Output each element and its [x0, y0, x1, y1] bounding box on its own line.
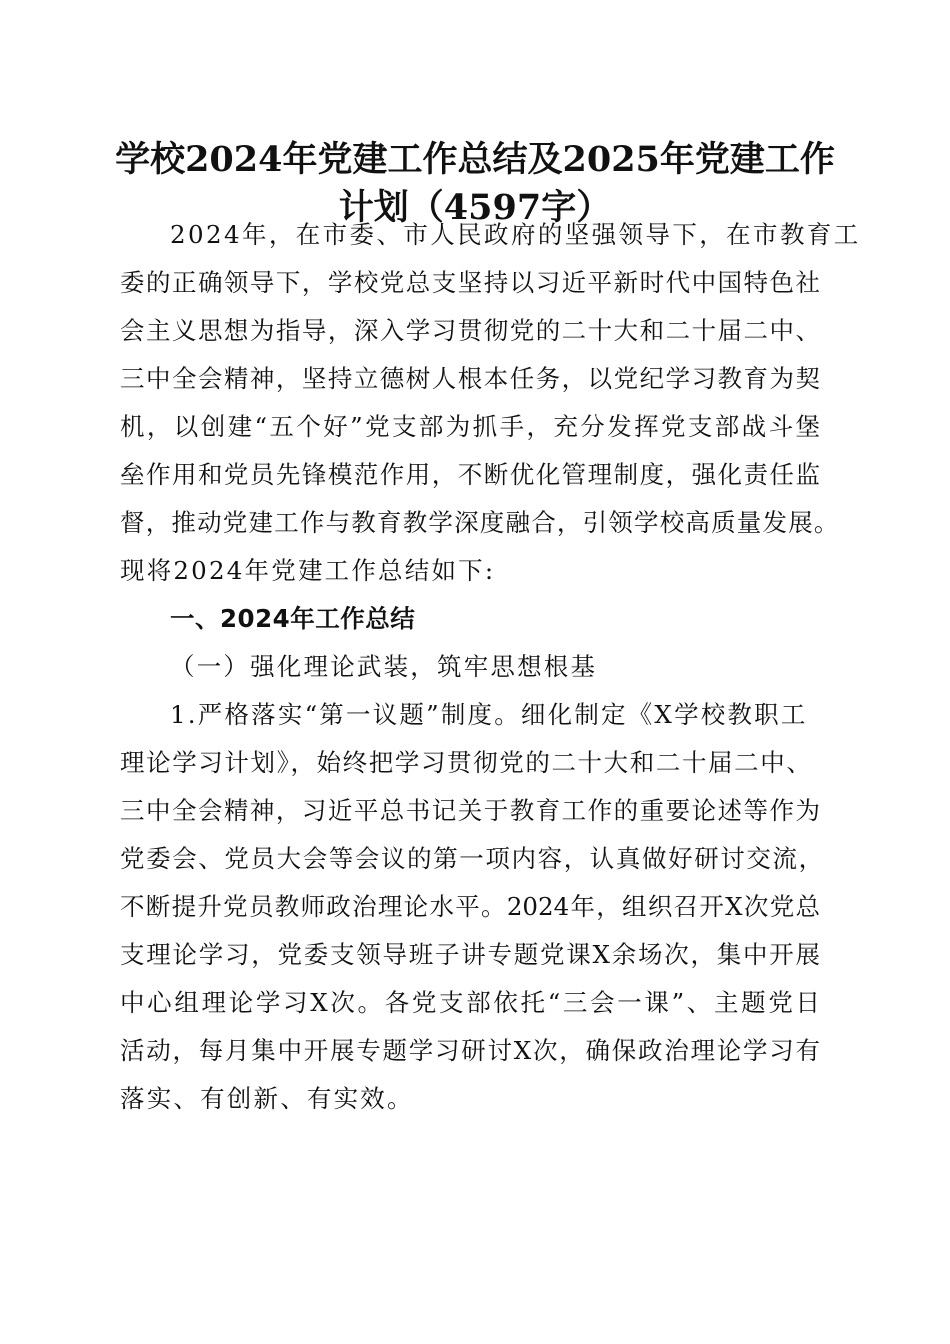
intro-line-7: 督，推动党建工作与教育教学深度融合，引领学校高质量发展。	[120, 508, 840, 537]
item1-line-1: 1.严格落实“第一议题”制度。细化制定《X学校教职工	[170, 700, 808, 729]
item1-line-4: 党委会、党员大会等会议的第一项内容，认真做好研讨交流，	[120, 844, 825, 873]
intro-line-4: 三中全会精神，坚持立德树人根本任务，以党纪学习教育为契	[120, 364, 820, 393]
intro-line-5: 机，以创建“五个好”党支部为抓手，充分发挥党支部战斗堡	[120, 412, 820, 441]
intro-line-3: 会主义思想为指导，深入学习贯彻党的二十大和二十届二中、	[120, 316, 820, 345]
item1-line-3: 三中全会精神，习近平总书记关于教育工作的重要论述等作为	[120, 796, 820, 825]
item1-line-6: 支理论学习，党委支领导班子讲专题党课X余场次，集中开展	[120, 940, 820, 969]
subsection-heading: （一）强化理论武装，筑牢思想根基	[170, 652, 598, 681]
item1-line-2: 理论学习计划》，始终把学习贯彻党的二十大和二十届二中、	[120, 748, 813, 777]
item1-line-8: 活动，每月集中开展专题学习研讨X次，确保政治理论学习有	[120, 1036, 820, 1065]
intro-line-6: 垒作用和党员先锋模范作用，不断优化管理制度，强化责任监	[120, 460, 820, 489]
section-heading: 一、2024年工作总结	[170, 604, 416, 633]
intro-line-1: 2024年，在市委、市人民政府的坚强领导下，在市教育工	[170, 220, 861, 249]
document-title-line-2: 计划（4597字）	[338, 187, 612, 228]
document-title-line-1: 学校2024年党建工作总结及2025年党建工作	[115, 139, 835, 180]
item1-line-5: 不断提升党员教师政治理论水平。2024年，组织召开X次党总	[120, 892, 820, 921]
item1-line-7: 中心组理论学习X次。各党支部依托“三会一课”、主题党日	[120, 988, 820, 1017]
intro-line-2: 委的正确领导下，学校党总支坚持以习近平新时代中国特色社	[120, 268, 820, 297]
item1-line-9: 落实、有创新、有实效。	[120, 1084, 414, 1113]
intro-line-8: 现将2024年党建工作总结如下:	[120, 556, 496, 585]
